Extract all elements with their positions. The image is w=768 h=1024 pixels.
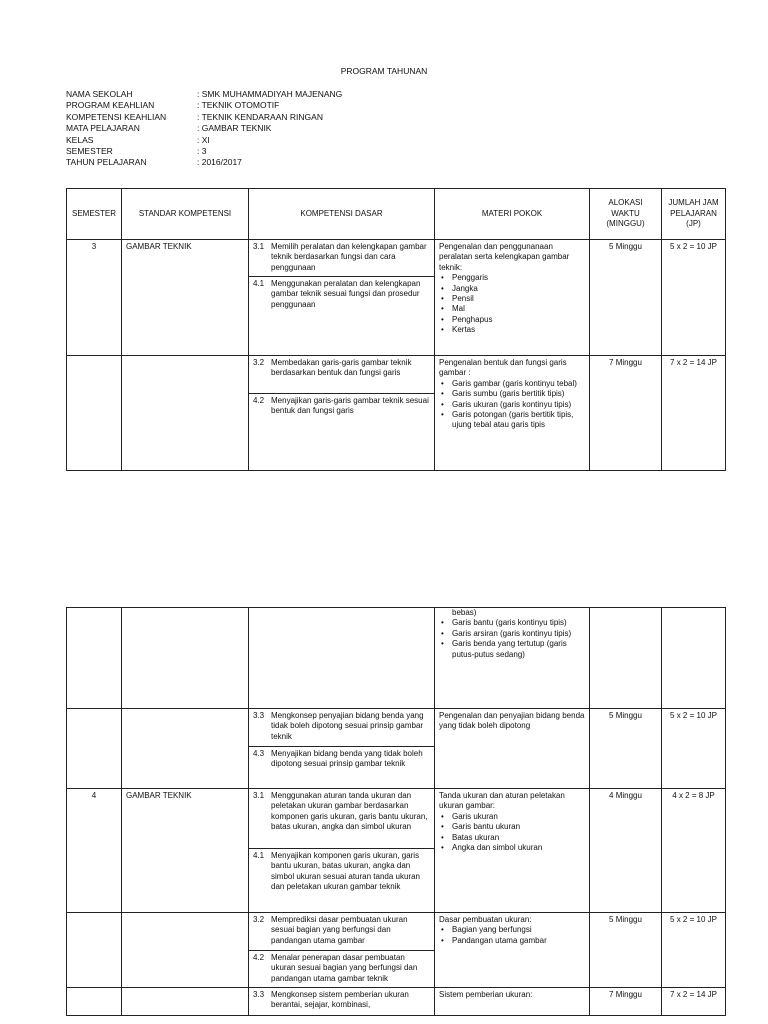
cell-kompetensi-dasar	[249, 240, 435, 356]
list-item: • Garis bantu (garis kontinyu tipis)	[439, 618, 585, 628]
cell-kompetensi-dasar	[249, 608, 435, 709]
kd-item	[249, 393, 434, 419]
info-label: SEMESTER	[66, 145, 113, 156]
header-kompetensi-dasar: KOMPETENSI DASAR	[249, 189, 435, 240]
cell-jumlah-jam: 7 x 2 = 14 JP	[662, 988, 726, 1016]
cell-semester	[67, 709, 122, 789]
materi-continuation: bebas)	[452, 608, 477, 617]
table-row	[67, 240, 726, 356]
kd-number: 4.2	[253, 953, 265, 962]
header-jumlah-jam: JUMLAH JAM PELAJARAN (JP)	[662, 189, 726, 240]
materi-intro: Sistem pemberian ukuran:	[439, 990, 533, 999]
kd-text: Menalar penerapan dasar pembuatan ukuran sesuai bagian yang berfungsi dan pandangan utama gambar teknik	[271, 953, 418, 983]
info-value: : XI	[197, 134, 210, 145]
list-item: • Kertas	[439, 325, 585, 335]
cell-jumlah-jam: 5 x 2 = 10 JP	[662, 240, 726, 356]
kd-number: 4.3	[253, 749, 265, 758]
list-item: • Garis potongan (garis bertitik tipis, ujung tebal atau garis tipis	[439, 410, 585, 431]
materi-intro: Pengenalan dan penggunanaan peralatan serta kelengkapan gambar teknik:	[439, 242, 570, 272]
info-label: TAHUN PELAJARAN	[66, 157, 147, 168]
info-value: : 3	[197, 145, 207, 156]
list-item: • Penggaris	[439, 273, 585, 283]
cell-semester: 4	[67, 789, 122, 913]
list-item: • Pandangan utama gambar	[439, 936, 585, 946]
info-value: : TEKNIK OTOMOTIF	[197, 100, 280, 111]
table-row	[67, 709, 726, 789]
kd-number: 3.3	[253, 990, 265, 999]
list-item: • Angka dan simbol ukuran	[439, 843, 585, 853]
info-value: : TEKNIK KENDARAAN RINGAN	[197, 111, 323, 122]
kd-number: 3.1	[253, 791, 265, 800]
cell-jumlah-jam: 5 x 2 = 10 JP	[662, 709, 726, 789]
list-item: • Garis ukuran	[439, 812, 585, 822]
list-item: • Bagian yang berfungsi	[439, 925, 585, 935]
info-label: KOMPETENSI KEAHLIAN	[66, 111, 167, 122]
list-item: • Garis bantu ukuran	[439, 822, 585, 832]
table-row	[67, 608, 726, 709]
cell-jumlah-jam: 5 x 2 = 10 JP	[662, 913, 726, 988]
materi-list	[439, 273, 585, 335]
info-label: NAMA SEKOLAH	[66, 89, 133, 99]
list-item: • Garis ukuran (garis kontinyu tipis)	[439, 400, 585, 410]
cell-materi-pokok	[435, 789, 590, 913]
header-alokasi-waktu: ALOKASI WAKTU (MINGGU)	[590, 189, 662, 240]
materi-intro: Pengenalan bentuk dan fungsi garis gambar :	[439, 358, 567, 378]
kd-text: Mengkonsep sistem pemberian ukuran berantai, sejajar, kombinasi,	[271, 990, 409, 1010]
program-table-1	[66, 188, 726, 471]
list-item: • Batas ukuran	[439, 833, 585, 843]
info-label: MATA PELAJARAN	[66, 123, 140, 134]
info-label: KELAS	[66, 134, 94, 145]
cell-kompetensi-dasar	[249, 789, 435, 913]
kd-item	[249, 240, 434, 276]
list-item: • Pensil	[439, 294, 585, 304]
table-row	[67, 988, 726, 1016]
kd-number: 3.1	[253, 242, 265, 251]
kd-number: 4.1	[253, 851, 265, 860]
cell-kompetensi-dasar	[249, 709, 435, 789]
cell-standar-kompetensi: GAMBAR TEKNIK	[122, 240, 249, 356]
cell-alokasi-waktu: 5 Minggu	[590, 913, 662, 988]
info-label: PROGRAM KEAHLIAN	[66, 100, 155, 111]
kd-item	[249, 746, 434, 772]
kd-text: Menyajikan garis-garis gambar teknik sesuai bentuk dan fungsi garis	[271, 396, 429, 416]
list-item: • Garis sumbu (garis bertitik tipis)	[439, 389, 585, 399]
list-item: • Garis arsiran (garis kontinyu tipis)	[439, 629, 585, 639]
cell-materi-pokok	[435, 608, 590, 709]
list-item: • Jangka	[439, 284, 585, 294]
kd-item	[249, 356, 434, 393]
kd-text: Memprediksi dasar pembuatan ukuran sesuai bagian yang berfungsi dan pandangan utama gambar	[271, 915, 408, 945]
materi-intro: Dasar pembuatan ukuran:	[439, 915, 532, 924]
document-title: PROGRAM TAHUNAN	[340, 66, 428, 76]
cell-materi-pokok	[435, 988, 590, 1016]
list-item: • Mal	[439, 304, 585, 314]
list-item: • Penghapus	[439, 315, 585, 325]
header-semester: SEMESTER	[67, 189, 122, 240]
materi-list	[439, 925, 585, 946]
kd-item	[249, 950, 434, 986]
cell-kompetensi-dasar	[249, 356, 435, 471]
materi-list	[439, 379, 585, 431]
cell-jumlah-jam: 7 x 2 = 14 JP	[662, 356, 726, 471]
kd-text: Membedakan garis-garis gambar teknik berdasarkan bentuk dan fungsi garis	[271, 358, 412, 378]
cell-alokasi-waktu	[590, 608, 662, 709]
cell-materi-pokok	[435, 356, 590, 471]
cell-materi-pokok	[435, 913, 590, 988]
cell-standar-kompetensi	[122, 356, 249, 471]
table-header-row	[67, 189, 726, 240]
table-row	[67, 789, 726, 913]
cell-standar-kompetensi	[122, 913, 249, 988]
header-materi-pokok: MATERI POKOK	[435, 189, 590, 240]
kd-item	[249, 789, 434, 848]
materi-list	[439, 812, 585, 854]
kd-number: 4.2	[253, 396, 265, 405]
cell-kompetensi-dasar	[249, 913, 435, 988]
kd-text: Memilih peralatan dan kelengkapan gambar teknik berdasarkan fungsi dan cara penggunaan	[271, 242, 427, 272]
cell-standar-kompetensi	[122, 988, 249, 1016]
cell-standar-kompetensi	[122, 709, 249, 789]
list-item: • Garis benda yang tertutup (garis putus-putus sedang)	[439, 639, 585, 660]
cell-jumlah-jam	[662, 608, 726, 709]
kd-text: Menggunakan peralatan dan kelengkapan gambar teknik sesuai fungsi dan prosedur penggunaan	[271, 279, 421, 309]
kd-number: 3.2	[253, 358, 265, 367]
cell-semester: 3	[67, 240, 122, 356]
kd-text: Menyajikan komponen garis ukuran, garis bantu ukuran, batas ukuran, angka dan simbol ukuran sesuai aturan tanda ukuran dan peletakan ukuran gambar teknik	[271, 851, 420, 892]
kd-item	[249, 848, 434, 895]
kd-number: 4.1	[253, 279, 265, 288]
cell-alokasi-waktu: 5 Minggu	[590, 240, 662, 356]
header-standar-kompetensi: STANDAR KOMPETENSI	[122, 189, 249, 240]
cell-materi-pokok	[435, 709, 590, 789]
info-value: : GAMBAR TEKNIK	[197, 123, 272, 134]
cell-standar-kompetensi: GAMBAR TEKNIK	[122, 789, 249, 913]
materi-list	[439, 618, 585, 660]
kd-item	[249, 913, 434, 950]
cell-semester	[67, 608, 122, 709]
cell-alokasi-waktu: 4 Minggu	[590, 789, 662, 913]
kd-item	[249, 276, 434, 312]
table-row	[67, 356, 726, 471]
cell-materi-pokok	[435, 240, 590, 356]
cell-jumlah-jam: 4 x 2 = 8 JP	[662, 789, 726, 913]
cell-kompetensi-dasar	[249, 988, 435, 1016]
info-value: : 2016/2017	[197, 157, 242, 168]
kd-number: 3.2	[253, 915, 265, 924]
info-value: : SMK MUHAMMADIYAH MAJENANG	[197, 89, 343, 99]
kd-number: 3.3	[253, 711, 265, 720]
materi-intro: Tanda ukuran dan aturan peletakan ukuran gambar:	[439, 791, 565, 811]
cell-semester	[67, 988, 122, 1016]
kd-text: Menggunakan aturan tanda ukuran dan peletakan ukuran gambar berdasarkan komponen garis ukuran, garis bantu ukuran, batas ukuran, angka dan simbol ukuran	[271, 791, 428, 832]
cell-semester	[67, 913, 122, 988]
cell-alokasi-waktu: 7 Minggu	[590, 356, 662, 471]
table-row	[67, 913, 726, 988]
cell-semester	[67, 356, 122, 471]
cell-standar-kompetensi	[122, 608, 249, 709]
cell-alokasi-waktu: 7 Minggu	[590, 988, 662, 1016]
list-item: • Garis gambar (garis kontinyu tebal)	[439, 379, 585, 389]
kd-text: Menyajikan bidang benda yang tidak boleh dipotong sesuai prinsip gambar teknik	[271, 749, 423, 769]
materi-intro: Pengenalan dan penyajian bidang benda yang tidak boleh dipotong	[439, 711, 585, 731]
cell-alokasi-waktu: 5 Minggu	[590, 709, 662, 789]
kd-text: Mengkonsep penyajian bidang benda yang tidak boleh dipotong sesuai prinsip gambar teknik	[271, 711, 424, 741]
program-table-2	[66, 607, 726, 1016]
kd-item	[249, 709, 434, 746]
